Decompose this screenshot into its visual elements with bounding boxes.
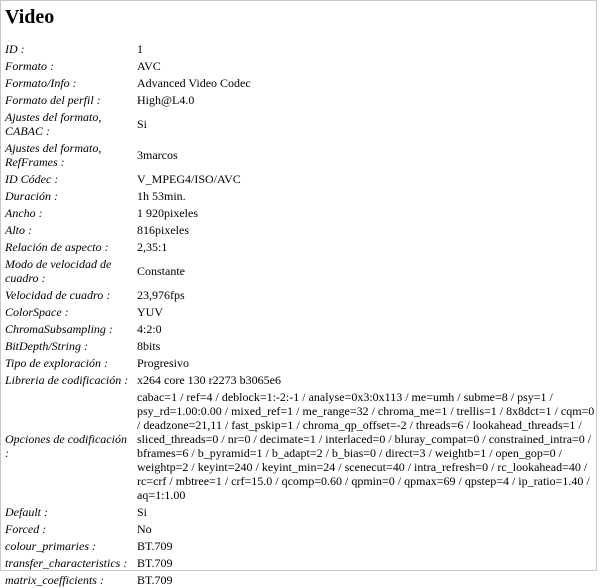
property-value: BT.709 [137, 556, 173, 570]
property-label: ID Códec : [5, 172, 59, 186]
property-row-id [5, 40, 595, 57]
property-row-forced [5, 520, 595, 537]
property-value: AVC [137, 59, 161, 73]
property-label: Formato/Info : [5, 76, 77, 90]
property-value: 23,976fps [137, 288, 185, 302]
property-label: transfer_characteristics : [5, 556, 128, 570]
property-value: cabac=1 / ref=4 / deblock=1:-2:-1 / analyse=0x3:0x113 / me=umh / subme=8 / psy=1 / psy_rd=1.00:0.00 / mixed_ref=1 / me_range=32 / chroma_me=1 / trellis=1 / 8x8dct=1 / cqm=0 / deadzone=21,11 / fast_pskip=1 / chroma_qp_offset=-2 / threads=6 / lookahead_threads=1 / sliced_threads=0 / nr=0 / decimate=1 / interlaced=0 / bluray_compat=0 / constrained_intra=0 / bframes=6 / b_pyramid=1 / b_adapt=2 / b_bias=0 / direct=3 / weightb=1 / open_gop=0 / weightp=2 / keyint=240 / keyint_min=24 / scenecut=40 / intra_refresh=0 / rc_lookahead=40 / rc=crf / mbtree=1 / crf=15.0 / qcomp=0.60 / qpmin=0 / qpmax=69 / qpstep=4 / ip_ratio=1.40 / aq=1:1.00 [137, 390, 595, 502]
property-row-chromasubsampling [5, 320, 595, 337]
property-row-ancho [5, 204, 595, 221]
video-properties-body [5, 40, 595, 588]
property-label: Modo de velocidad de cuadro : [5, 257, 112, 285]
property-value: Advanced Video Codec [137, 76, 251, 90]
property-value: Constante [137, 264, 185, 278]
property-value: No [137, 522, 152, 536]
section-title: Video [5, 6, 55, 28]
property-row-duracion [5, 187, 595, 204]
property-label: Opciones de codificación : [5, 432, 127, 460]
property-row-colour-primaries [5, 537, 595, 554]
property-label: Velocidad de cuadro : [5, 288, 111, 302]
property-value: BT.709 [137, 573, 173, 587]
property-label: ID : [5, 42, 25, 56]
property-row-cabac [5, 108, 595, 139]
property-row-opciones [5, 388, 595, 503]
property-value: 1 [137, 42, 143, 56]
video-properties-table [5, 40, 595, 588]
property-value: High@L4.0 [137, 93, 195, 107]
property-row-formato [5, 57, 595, 74]
property-label: Formato del perfil : [5, 93, 101, 107]
property-row-alto [5, 221, 595, 238]
property-value: 8bits [137, 339, 161, 353]
property-label: ColorSpace : [5, 305, 69, 319]
property-label: Duración : [5, 189, 58, 203]
property-label: Alto : [5, 223, 32, 237]
property-row-formato-info [5, 74, 595, 91]
property-label: Formato : [5, 59, 54, 73]
property-row-colorspace [5, 303, 595, 320]
property-row-id-codec [5, 170, 595, 187]
property-value: 2,35:1 [137, 240, 168, 254]
property-row-matrix [5, 571, 595, 588]
property-value: V_MPEG4/ISO/AVC [137, 172, 241, 186]
property-label: matrix_coefficients : [5, 573, 104, 587]
property-label: Relación de aspecto : [5, 240, 109, 254]
property-row-tipo-exploracion [5, 354, 595, 371]
property-value: 1h 53min. [137, 189, 186, 203]
property-label: ChromaSubsampling : [5, 322, 113, 336]
property-value: Si [137, 505, 148, 519]
property-value: 1 920pixeles [137, 206, 198, 220]
property-row-formato-perfil [5, 91, 595, 108]
property-value: x264 core 130 r2273 b3065e6 [137, 373, 281, 387]
property-label: Ancho : [5, 206, 43, 220]
property-label: Forced : [5, 522, 47, 536]
property-label: Tipo de exploración : [5, 356, 108, 370]
property-label: Default : [5, 505, 48, 519]
property-row-refframes [5, 139, 595, 170]
property-row-modo-velocidad [5, 255, 595, 286]
property-value: YUV [137, 305, 163, 319]
property-label: colour_primaries : [5, 539, 96, 553]
property-row-transfer [5, 554, 595, 571]
property-value: 816pixeles [137, 223, 189, 237]
property-label: Ajustes del formato, CABAC : [5, 110, 102, 138]
property-row-bitdepth [5, 337, 595, 354]
property-value: 4:2:0 [137, 322, 162, 336]
property-label: BitDepth/String : [5, 339, 88, 353]
property-label: Libreria de codificación : [5, 373, 129, 387]
property-row-relacion-aspecto [5, 238, 595, 255]
property-value: 3marcos [137, 148, 178, 162]
property-row-libreria [5, 371, 595, 388]
property-row-velocidad-cuadro [5, 286, 595, 303]
property-value: Si [137, 117, 148, 131]
property-value: BT.709 [137, 539, 173, 553]
property-row-default [5, 503, 595, 520]
property-label: Ajustes del formato, RefFrames : [5, 141, 102, 169]
property-value: Progresivo [137, 356, 189, 370]
